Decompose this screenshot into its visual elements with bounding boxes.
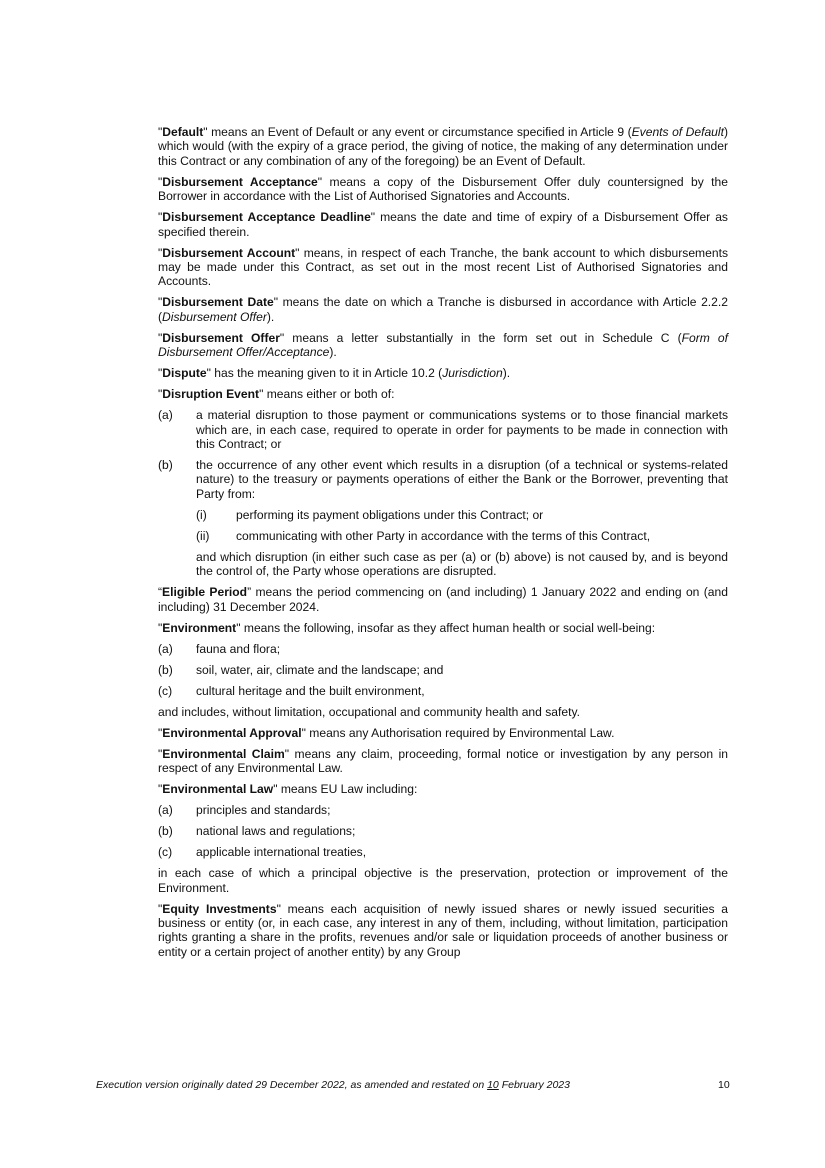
definition-environmental-approval: "Environmental Approval" means any Authorisation required by Environmental Law. <box>158 725 615 740</box>
list-item: (a) a material disruption to those payment or communications systems or to those financial markets which are, in each case, required to operate in order for payments to be made in connection with this Contract; or <box>158 408 728 452</box>
list-item: (a) fauna and flora; <box>158 641 281 656</box>
defined-term: Disbursement Acceptance <box>162 174 318 189</box>
definition-disruption-event: "Disruption Event" means either or both of: <box>158 387 395 402</box>
continuation-paragraph: and includes, without limitation, occupational and community health and safety. <box>158 704 580 719</box>
list-marker: (c) <box>158 683 173 698</box>
defined-term: Disruption Event <box>162 387 260 402</box>
definition-disbursement-offer: "Disbursement Offer" means a letter substantially in the form set out in Schedule C (Form of Disbursement Offer/Acceptance). <box>158 330 728 360</box>
list-item: (b) soil, water, air, climate and the landscape; and <box>158 662 444 677</box>
list-marker: (c) <box>158 845 173 860</box>
defined-term: Disbursement Account <box>162 245 296 260</box>
page-footer <box>96 1079 730 1091</box>
continuation-paragraph: in each case of which a principal objective is the preservation, protection or improvement of the Environment. <box>158 866 728 895</box>
footer-version-text-end: February 2023 <box>498 1079 570 1091</box>
list-item: (b) national laws and regulations; <box>158 824 356 839</box>
definition-dispute: "Dispute" has the meaning given to it in Article 10.2 (Jurisdiction). <box>158 366 511 381</box>
definition-disbursement-account: "Disbursement Account" means, in respect of each Tranche, the bank account to which disbursements may be made under this Contract, as set out in the most recent List of Authorised Signatories and Accounts. <box>158 245 728 289</box>
definition-default: "Default" means an Event of Default or any event or circumstance specified in Article 9 (Events of Default) which would (with the expiry of a grace period, the giving of notice, the making of any determination under this Contract or any combination of any of the foregoing) be an Event of Default. <box>158 125 728 168</box>
definitions-body <box>158 125 728 966</box>
list-marker: (b) <box>158 662 173 677</box>
list-marker: (a) <box>158 641 173 656</box>
defined-term: Environmental Approval <box>162 725 302 740</box>
list-marker: (b) <box>158 458 173 473</box>
list-item: (b) the occurrence of any other event which results in a disruption (of a technical or systems-related nature) to the treasury or payments operations of either the Bank or the Borrower, preventing that Party from: <box>158 458 728 501</box>
list-item: (c) applicable international treaties, <box>158 845 367 860</box>
defined-term: Dispute <box>162 366 207 381</box>
list-marker: (b) <box>158 824 173 839</box>
defined-term: Equity Investments <box>162 901 277 916</box>
page-number: 10 <box>718 1079 730 1091</box>
list-marker: (i) <box>196 507 207 522</box>
list-marker: (a) <box>158 803 173 818</box>
defined-term: Disbursement Acceptance Deadline <box>162 210 371 225</box>
cross-reference: Jurisdiction <box>442 366 503 381</box>
defined-term: Disbursement Date <box>162 295 274 310</box>
sub-list-item: (ii) communicating with other Party in accordance with the terms of this Contract, <box>196 528 651 543</box>
footer-version-text: Execution version originally dated 29 December 2022, as amended and restated on <box>96 1079 488 1091</box>
defined-term: Environmental Law <box>162 782 274 797</box>
cross-reference: Disbursement Offer <box>162 309 267 324</box>
definition-environmental-claim: "Environmental Claim" means any claim, proceeding, formal notice or investigation by any person in respect of any Environmental Law. <box>158 746 729 776</box>
continuation-paragraph: and which disruption (in either such case as per (a) or (b) above) is not caused by, and is beyond the control of, the Party whose operations are disrupted. <box>196 549 728 579</box>
definition-environmental-law: "Environmental Law" means EU Law including: <box>158 782 418 797</box>
cross-reference: Events of Default <box>631 125 724 139</box>
list-marker: (ii) <box>196 528 210 543</box>
list-marker: (a) <box>158 408 173 423</box>
defined-term: Default <box>162 125 204 139</box>
cross-reference: Form of Disbursement Offer/Acceptance <box>158 330 728 360</box>
definition-eligible-period: “Eligible Period” means the period commencing on (and including) 1 January 2022 and ending on (and including) 31 December 2024. <box>158 585 728 614</box>
defined-term: Disbursement Offer <box>162 330 280 345</box>
definition-disbursement-acceptance-deadline: "Disbursement Acceptance Deadline" means the date and time of expiry of a Disbursement Offer as specified therein. <box>158 210 728 239</box>
list-item: (a) principles and standards; <box>158 803 331 818</box>
defined-term: Eligible Period <box>162 585 248 600</box>
defined-term: Environment <box>162 620 237 635</box>
defined-term: Environmental Claim <box>162 746 285 761</box>
definition-disbursement-acceptance: "Disbursement Acceptance" means a copy of the Disbursement Offer duly countersigned by the Borrower in accordance with the List of Authorised Signatories and Accounts. <box>158 174 728 204</box>
list-item: (c) cultural heritage and the built environment, <box>158 683 425 698</box>
definition-disbursement-date: "Disbursement Date" means the date on which a Tranche is disbursed in accordance with Article 2.2.2 (Disbursement Offer). <box>158 295 728 324</box>
definition-equity-investments: "Equity Investments" means each acquisition of newly issued shares or newly issued securities a business or entity (or, in each case, any interest in any of them, including, without limitation, participation rights granting a share in the profits, revenues and/or sale or liquidation proceeds of another business or entity or a certain project of another entity) by any Group <box>158 901 729 959</box>
footer-underlined-day: 10 <box>487 1079 499 1091</box>
definition-environment: "Environment" means the following, insofar as they affect human health or social well-being: <box>158 620 656 635</box>
sub-list-item: (i) performing its payment obligations under this Contract; or <box>196 507 544 522</box>
